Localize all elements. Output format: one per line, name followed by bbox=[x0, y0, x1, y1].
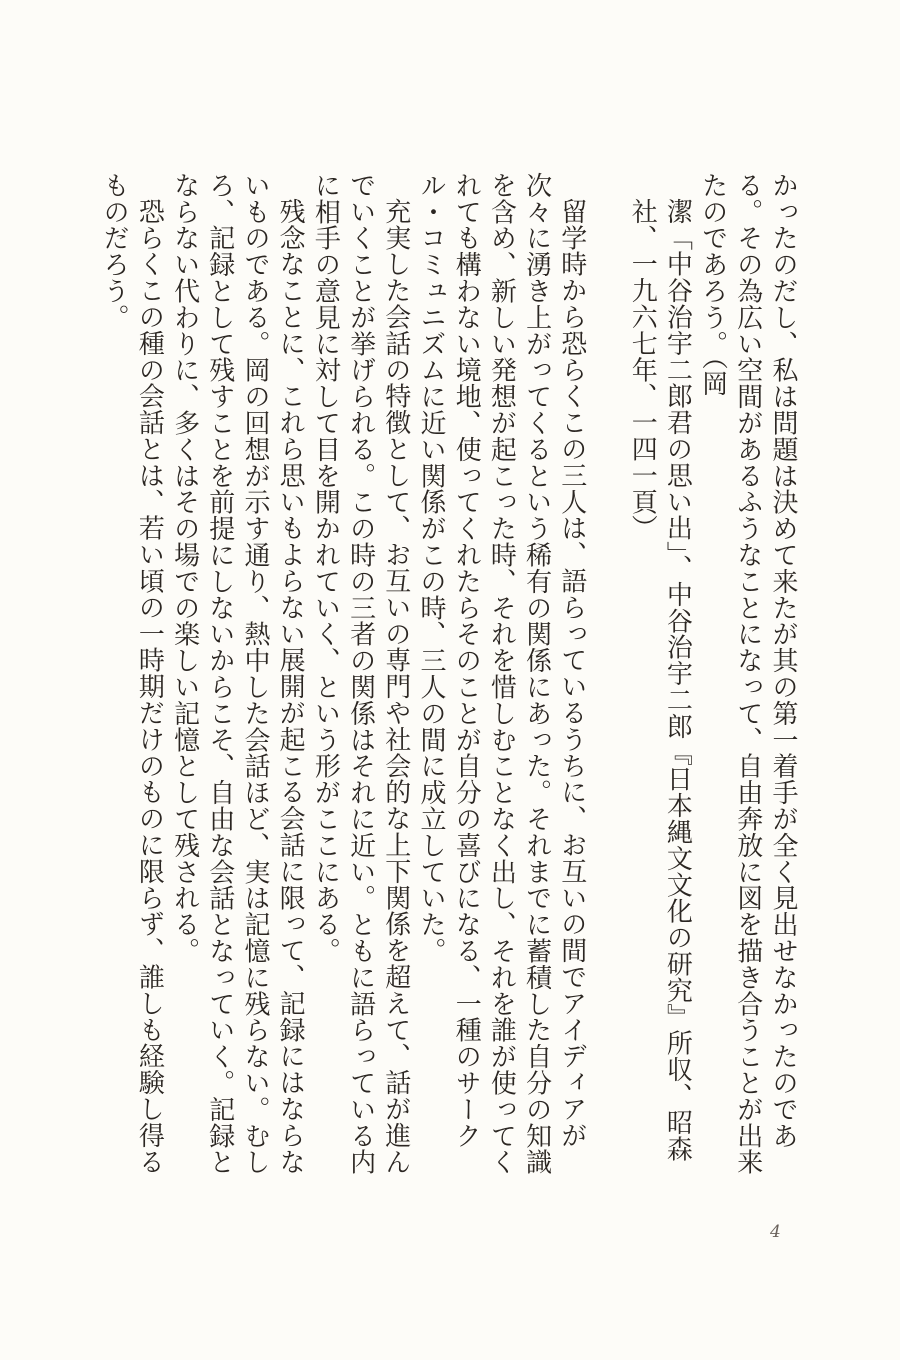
vertical-text-body bbox=[100, 172, 800, 1192]
blank-line bbox=[589, 172, 624, 1192]
paragraph-1: 留学時から恐らくこの三人は、語らっているうちに、お互いの間でアイディアが次々に湧き上がってくるという稀有の関係にあった。それまでに蓄積した自分の知識を含め、新しい発想が起こった時、それを惜しむことなく出し、それを誰が使ってくれても構わない境地、使ってくれたらそのことが自分の喜びになる、一種のサークル・コミュニズムに近い関係がこの時、三人の間に成立していた。 bbox=[415, 172, 587, 1176]
paragraph-4: 恐らくこの種の会話とは、若い頃の一時期だけのものに限らず、誰しも経験し得るものだろう。 bbox=[99, 172, 165, 1175]
page-number: 4 bbox=[770, 1222, 781, 1242]
paragraph-citation: 潔「中谷治宇二郎君の思い出」、中谷治宇二郎『日本縄文文化の研究』所収、昭森社、一九六七年、一四一頁） bbox=[627, 198, 693, 1162]
paragraph-3: 残念なことに、これら思いもよらない展開が起こる会話に限って、記録にはならないものである。岡の回想が示す通り、熱中した会話ほど、実は記憶に残らない。むしろ、記録として残すことを前提にしないからこそ、自由な会話となっていく。記録とならない代わりに、多くはその場での楽しい記憶として残される。 bbox=[169, 172, 306, 1176]
paragraph-intro: かったのだし、私は問題は決めて来たが其の第一着手が全く見出せなかったのである。その為広い空間があるふうなことになって、自由奔放に図を描き合うことが出来たのであろう。（岡 bbox=[697, 172, 798, 1176]
paragraph-2: 充実した会話の特徴として、お互いの専門や社会的な上下関係を超えて、話が進んでいくことが挙げられる。この時の三者の関係はそれに近い。ともに語らっている内に相手の意見に対して目を開かれていく、という形がここにある。 bbox=[310, 172, 411, 1176]
